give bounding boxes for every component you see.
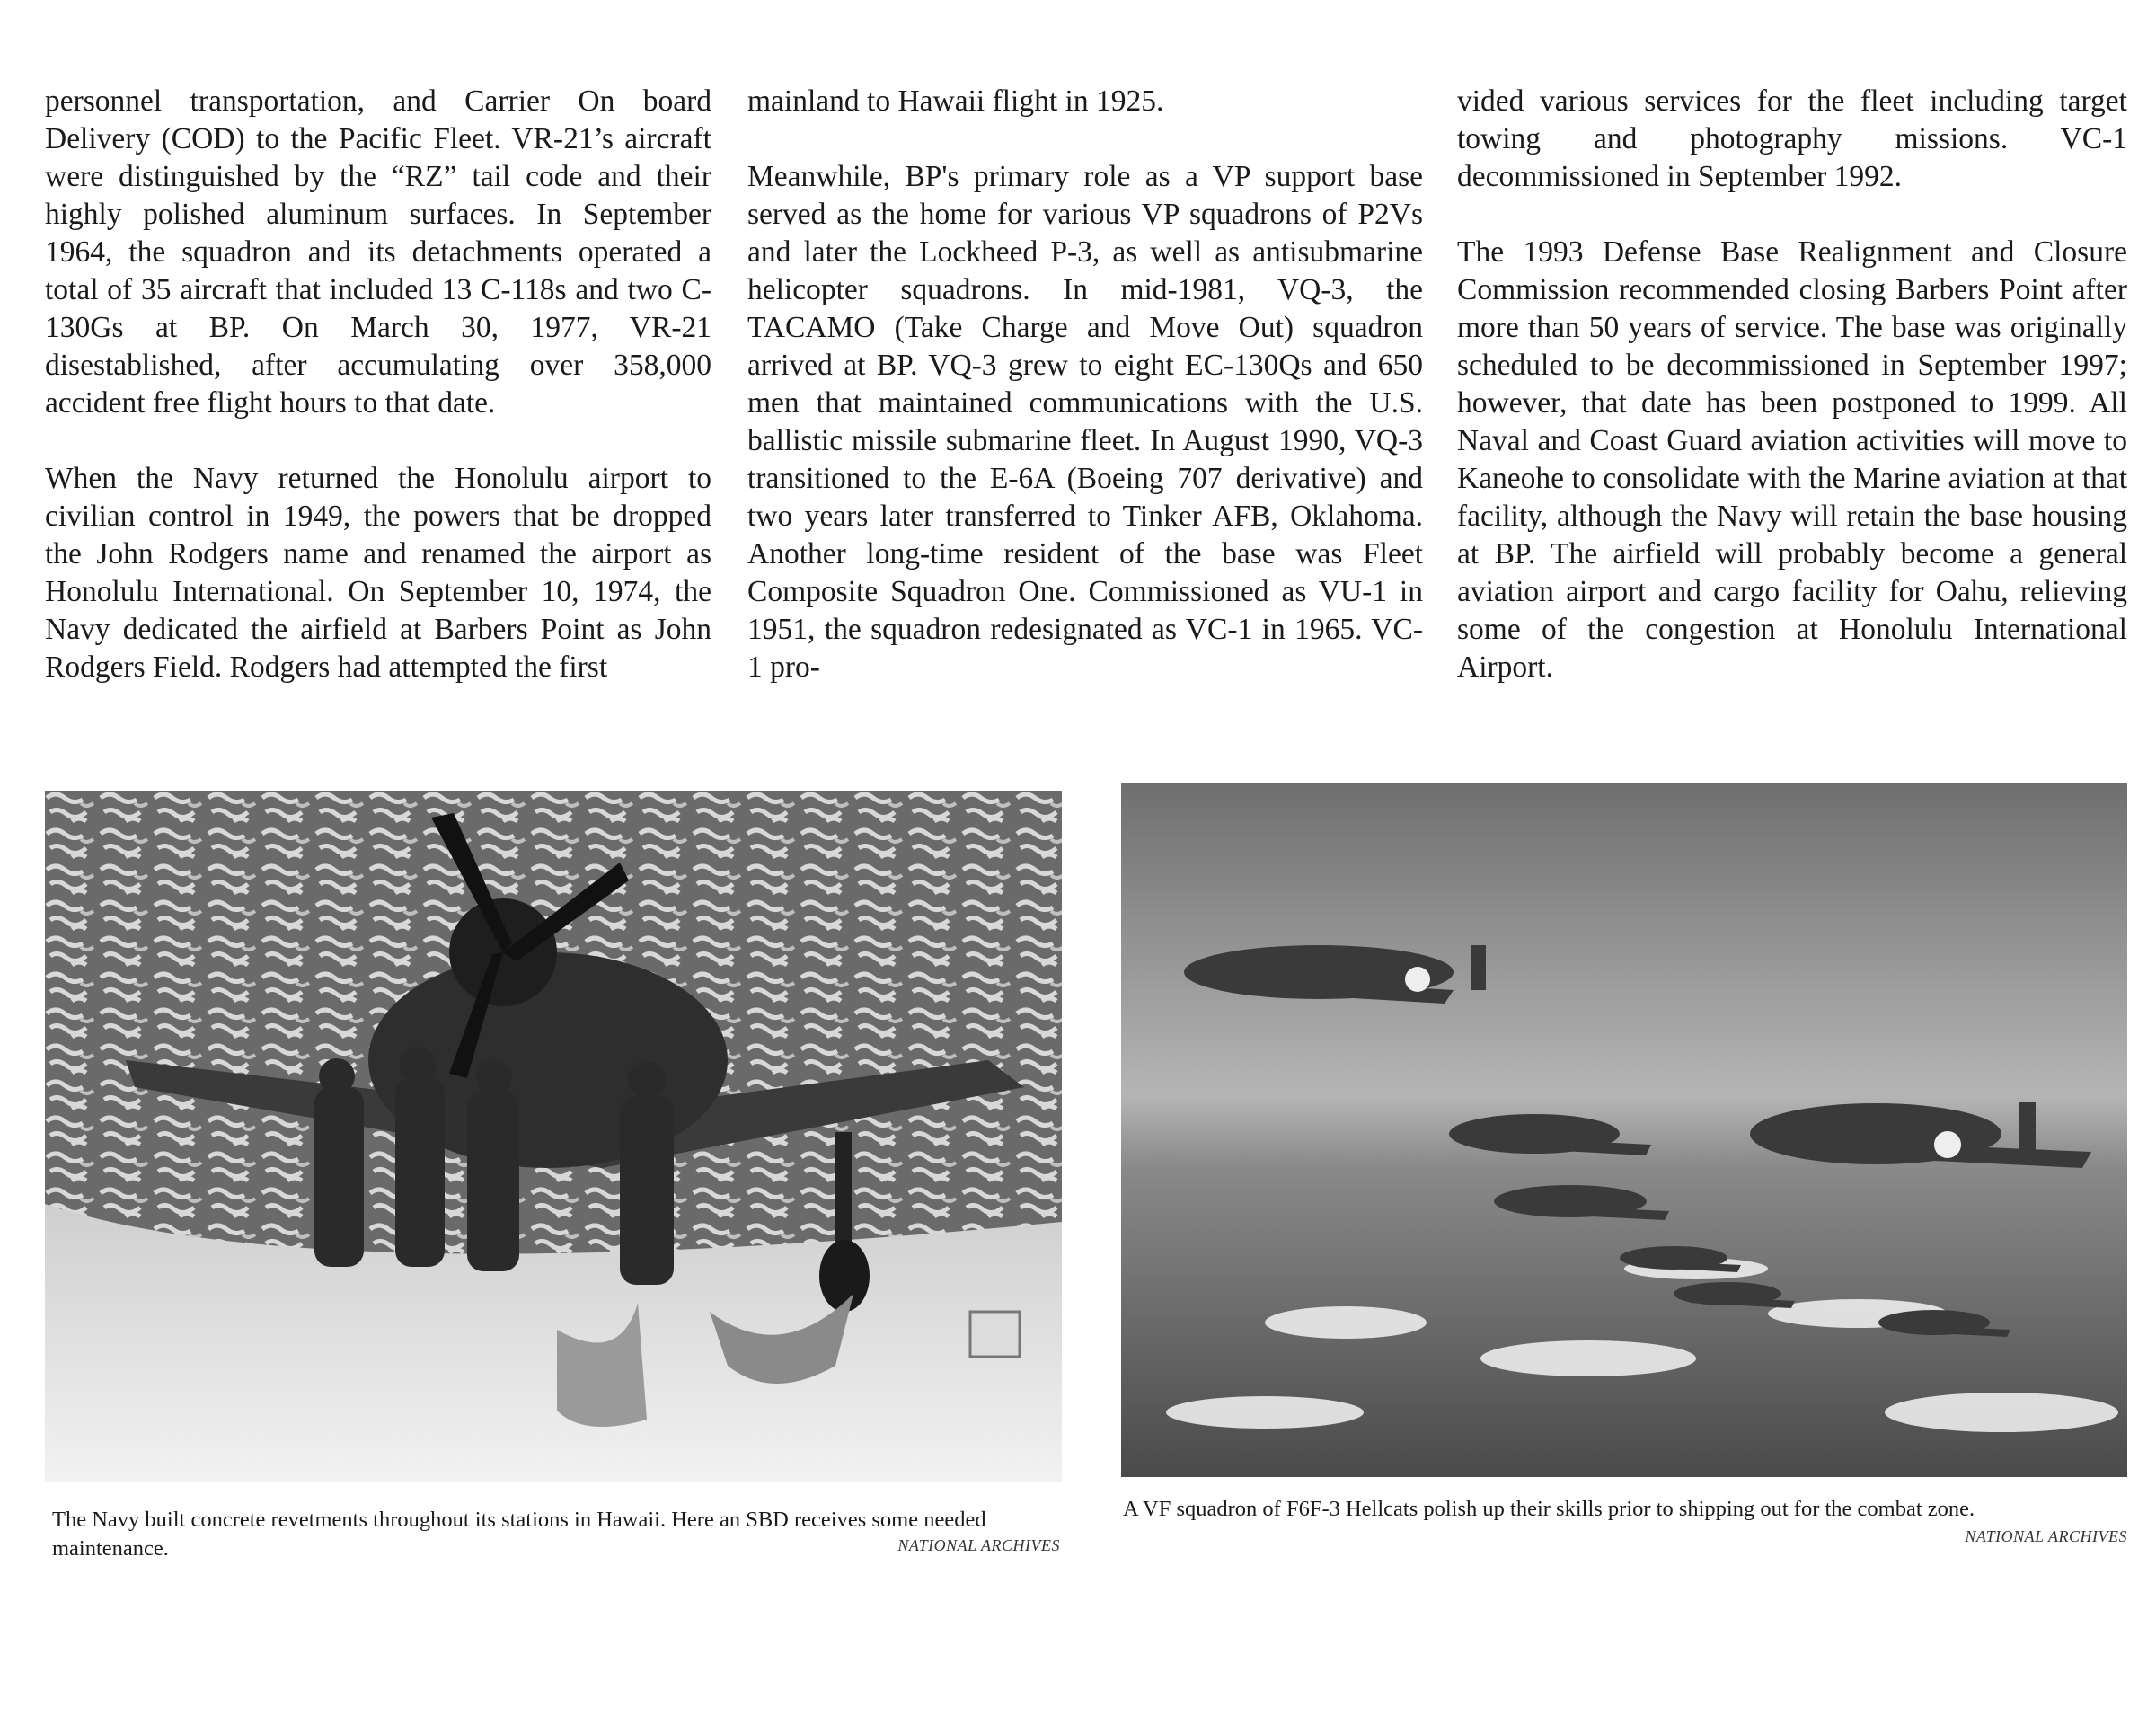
photo-credit-left: NATIONAL ARCHIVES	[897, 1536, 1060, 1554]
photo-credit-right: NATIONAL ARCHIVES	[1965, 1527, 2127, 1545]
paragraph: mainland to Hawaii flight in 1925.	[747, 84, 1164, 118]
paragraph: The 1993 Defense Base Realignment and Closure Commission recommended closing Barbers Point after more than 50 years of service. The base was originally scheduled to be decommissioned in September 1997; however, that date has been postponed to 1999. All Naval and Coast Guard aviation activities will move to Kaneohe to consolidate with the Marine aviation at that facility, although the Navy will retain the base housing at BP. The airfield will probably become a general aviation airport and cargo facility for Oahu, relieving some of the congestion at Honolulu International Airport.	[1457, 235, 2127, 684]
figure-caption-right: A VF squadron of F6F-3 Hellcats polish up their skills prior to shipping out for the combat zone.	[1123, 1497, 1975, 1521]
paragraph: When the Navy returned the Honolulu airport to civilian control in 1949, the powers that be dropped the John Rodgers name and renamed the airport as Honolulu International. On September 10, 1974, the Navy dedicated the airfield at Barbers Point as John Rodgers Field. Rodgers had attempted the first	[45, 462, 711, 684]
paragraph: Meanwhile, BP's primary role as a VP support base served as the home for various VP squadrons of P2Vs and later the Lockheed P-3, as well as antisubmarine helicopter squadrons. In mid-1981, VQ-3, the TACAMO (Take Charge and Move Out) squadron arrived at BP. VQ-3 grew to eight EC-130Qs and 650 men that maintained communications with the U.S. ballistic missile submarine fleet. In August 1990, VQ-3 transitioned to the E-6A (Boeing 707 derivative) and two years later transferred to Tinker AFB, Oklahoma. Another long-time resident of the base was Fleet Composite Squadron One. Commissioned as VU-1 in 1951, the squadron redesignated as VC-1 in 1965. VC-1 pro-	[747, 160, 1423, 684]
paragraph: personnel transportation, and Carrier On board Delivery (COD) to the Pacific Fleet. VR-21’s aircraft were distinguished by the “RZ” tail code and their highly polished aluminum surfaces. In September 1964, the squadron and its detachments operated a total of 35 aircraft that included 13 C-118s and two C-130Gs at BP. On March 30, 1977, VR-21 disestablished, after accumulating over 358,000 accident free flight hours to that date.	[45, 84, 711, 420]
paragraph: vided various services for the fleet including target towing and photography missions. VC-1 decommissioned in September 1992.	[1457, 84, 2127, 193]
photo-sbd-maintenance	[45, 791, 1062, 1482]
text-column-1	[45, 83, 711, 686]
photo-hellcat-formation	[1121, 783, 2127, 1477]
text-column-2	[747, 83, 1423, 686]
figure-caption-left: The Navy built concrete revetments throughout its stations in Hawaii. Here an SBD receives some needed maintenance.	[52, 1508, 986, 1561]
text-column-3	[1457, 83, 2127, 686]
